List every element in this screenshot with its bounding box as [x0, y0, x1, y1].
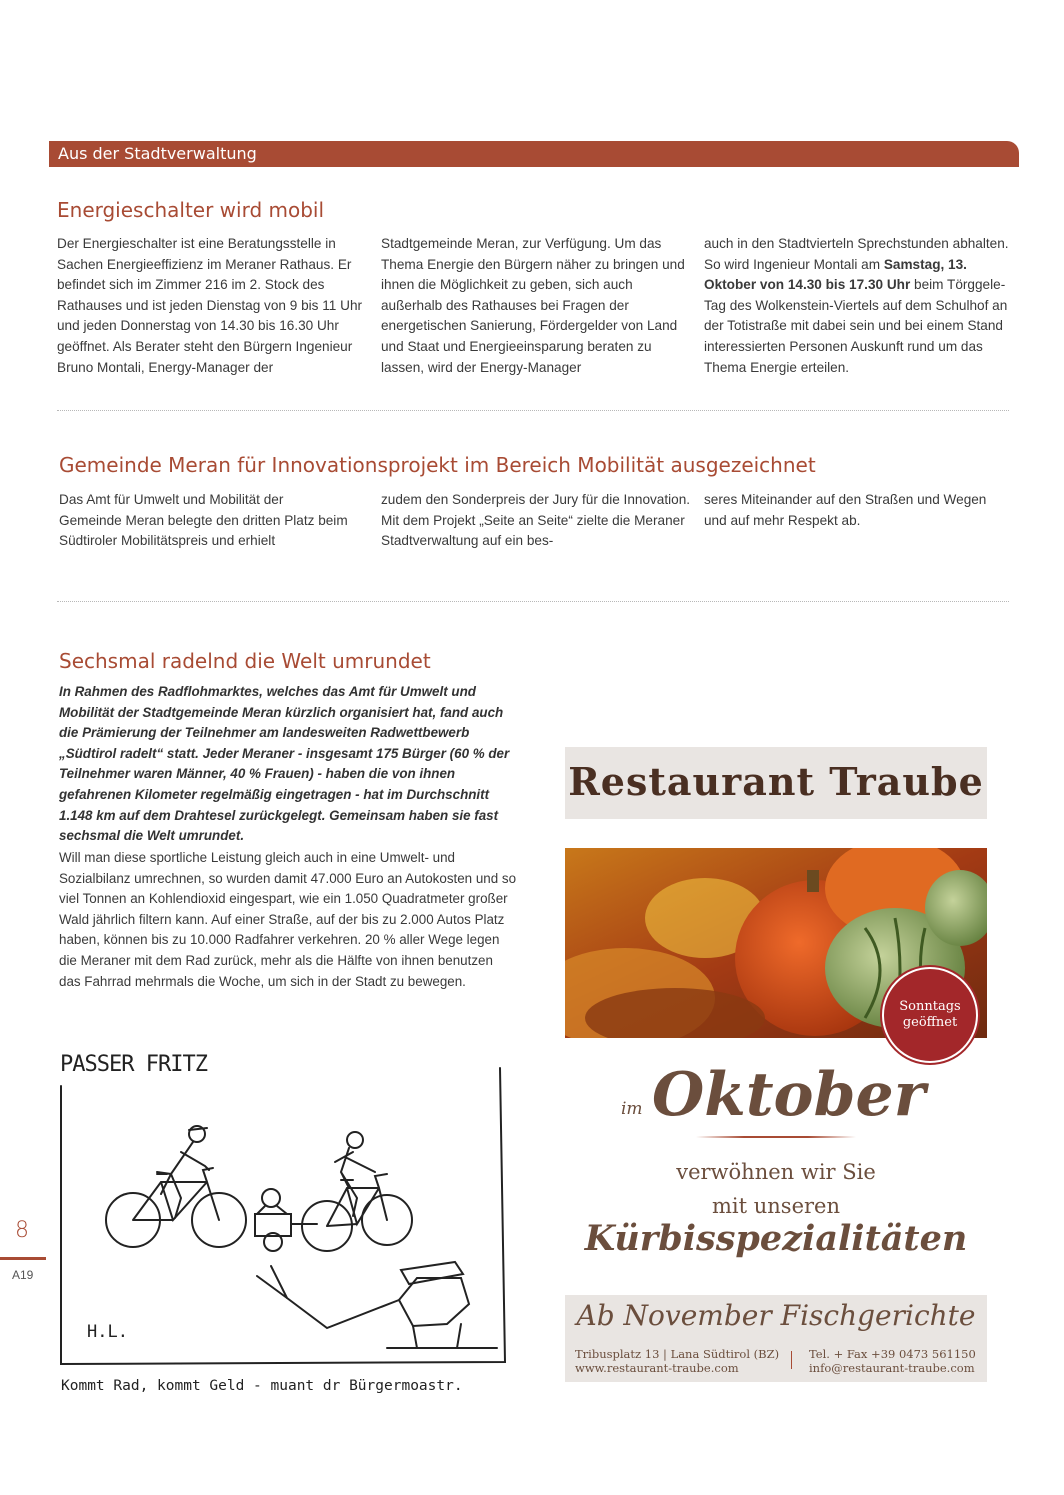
cartoon-title: PASSER FRITZ — [60, 1052, 207, 1077]
page-number: 8 — [15, 1218, 29, 1243]
ad-fish-dishes: Ab November Fischgerichte — [576, 1299, 976, 1332]
ad-line1: verwöhnen wir Sie — [676, 1160, 876, 1184]
separator — [57, 601, 1009, 602]
ad-phone: Tel. + Fax +39 0473 561150 — [809, 1347, 976, 1361]
page-code: A19 — [12, 1268, 34, 1282]
ad-im: im — [621, 1099, 643, 1119]
article1-headline: Energieschalter wird mobil — [57, 198, 325, 222]
article3-lead: In Rahmen des Radflohmarktes, welches das Amt für Umwelt und Mobilität der Stadtgemeinde Meran kürzlich organisiert hat, fand auch die Prämierung der Teilnehmer am landesweiten Radwettbewerb „Südtirol radelt“ statt. Jeder Meraner - insgesamt 175 Bürger (60 % der Teilnehmer waren Männer, 40 % Frauen) - haben die von ihnen gefahrenen Kilometer regelmäßig eingetragen - hat im Durchschnitt 1.148 km auf dem Drahtesel zurückgelegt. Gemeinsam haben sie fast sechsmal die Welt umrundet. — [59, 684, 510, 844]
ad-email[interactable]: info@restaurant-traube.com — [809, 1361, 975, 1375]
article3-body: Will man diese sportliche Leistung gleich auch in eine Umwelt- und Sozialbilanz umrechnen, so wurden damit 47.000 Euro an Autokosten und so viel Tonnen an Kohlendioxid eingespart, wie ein 1.050 Quadratmeter großer Wald jährlich filtern kann. Auf einer Straße, auf der bis zu 2.000 Autos Platz haben, können bis zu 10.000 Radfahrer verkehren. 20 % aller Wege legen die Meraner mit dem Rad zurück, mehr als die Hälfte von ihnen benutzen das Fahrrad mehrmals die Woche, um sich in der Stadt zu bewegen. — [59, 850, 517, 989]
section-header: Aus der Stadtverwaltung — [49, 141, 1019, 167]
ad-website[interactable]: www.restaurant-traube.com — [575, 1361, 739, 1375]
article2-col1: Das Amt für Umwelt und Mobilität der Gemeinde Meran belegte den dritten Platz beim Südtiroler Mobilitätspreis und erhielt — [59, 492, 348, 549]
article2-headline: Gemeinde Meran für Innovationsprojekt im Bereich Mobilität ausgezeichnet — [59, 453, 816, 477]
ad-divider — [696, 1136, 856, 1138]
article2-col2: zudem den Sonderpreis der Jury für die Innovation. Mit dem Projekt „Seite an Seite“ zielte die Meraner Stadtverwaltung auf ein bes- — [381, 492, 691, 549]
cartoon-drawing — [57, 1048, 507, 1366]
article2-col3: seres Miteinander auf den Straßen und Wegen und auf mehr Respekt ab. — [704, 492, 987, 528]
ad-contact-box — [565, 1295, 987, 1382]
separator — [57, 410, 1009, 411]
ad-address: Tribusplatz 13 | Lana Südtirol (BZ) — [575, 1347, 780, 1361]
badge-line2: geöffnet — [902, 1015, 958, 1030]
article1-col3-date: Samstag, 13. Oktober von 14.30 bis 17.30 Uhr — [704, 256, 967, 293]
ad-title-box — [565, 747, 987, 819]
ad-specialities: Kürbisspezialitäten — [584, 1218, 968, 1259]
article1-col3-b: beim Törggele-Tag des Wolkenstein-Viertels auf dem Schulhof an der Totistraße mit dabei sein und bei einem Stand interessierten Personen Auskunft rund um das Thema Energie erteilen. — [704, 277, 1008, 375]
ad-line2: mit unseren — [712, 1194, 840, 1218]
ad-address-block — [575, 1347, 779, 1375]
article1-col1: Der Energieschalter ist eine Beratungsstelle in Sachen Energieeffizienz im Meraner Rathaus. Er befindet sich im Zimmer 216 im 2. Stock des Rathauses und ist jeden Dienstag von 9 bis 11 Uhr und jeden Donnerstag von 14.30 bis 16.30 Uhr geöffnet. Als Berater steht den Bürgern Ingenieur Bruno Montali, Energy-Manager der — [57, 236, 363, 375]
ad-contact-block — [809, 1347, 976, 1375]
ad-pipe-divider — [791, 1351, 792, 1369]
cartoon-signature: H.L. — [87, 1322, 128, 1342]
sunday-open-badge — [882, 967, 978, 1063]
badge-line1: Sonntags — [899, 999, 961, 1014]
ad-restaurant-name: Restaurant Traube — [568, 759, 984, 804]
page-marker-line — [0, 1257, 46, 1260]
cartoon-caption: Kommt Rad, kommt Geld - muant dr Bürgermoastr. — [61, 1378, 463, 1394]
ad-month: Oktober — [652, 1060, 926, 1130]
article1-col3-a: auch in den Stadtvierteln Sprechstunden abhalten. So wird Ingenieur Montali am — [704, 236, 1009, 272]
article1-col3 — [704, 234, 1010, 378]
article1-col2: Stadtgemeinde Meran, zur Verfügung. Um das Thema Energie den Bürgern näher zu bringen und ihnen die Möglichkeit zu geben, sich auch außerhalb des Rathauses bei Fragen der energetischen Sanierung, Fördergelder von Land und Staat und Energieeinsparung beraten zu lassen, wird der Energy-Manager — [381, 236, 685, 375]
article3-headline: Sechsmal radelnd die Welt umrundet — [59, 649, 431, 673]
